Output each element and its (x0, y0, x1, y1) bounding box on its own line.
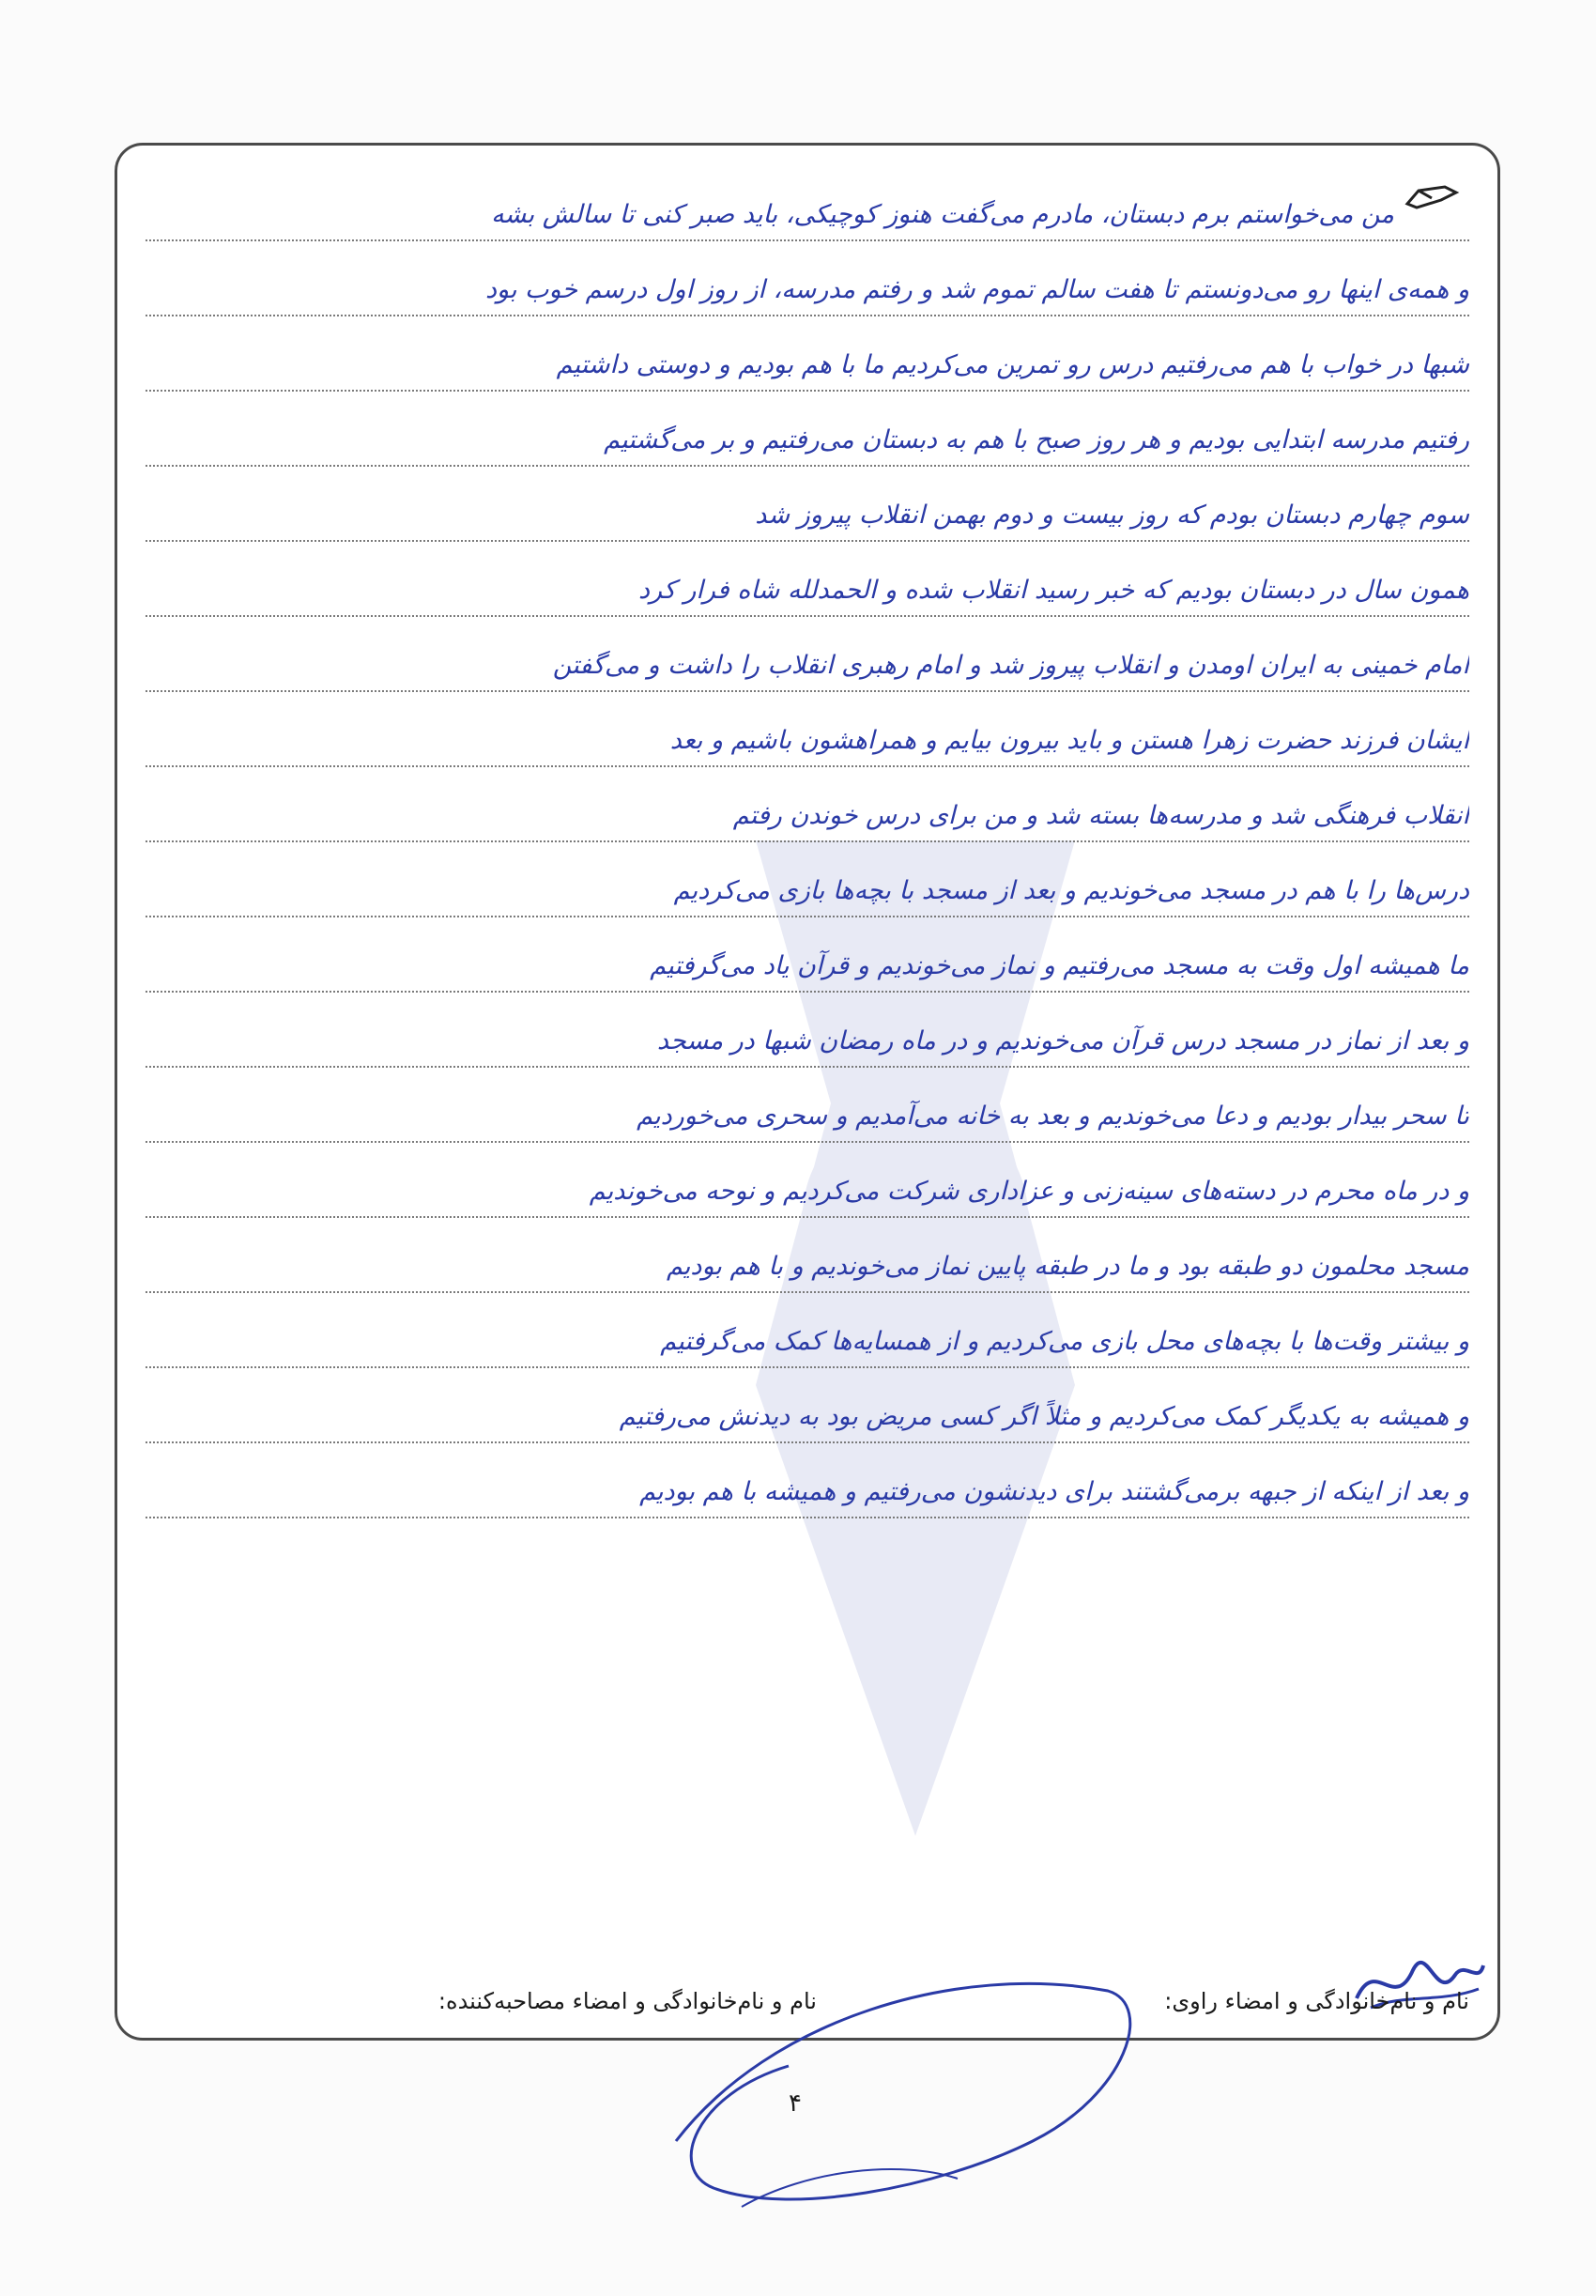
handwritten-text: انقلاب فرهنگی شد و مدرسه‌ها بسته شد و من برای درس خوندن رفتم (732, 801, 1469, 830)
text-line (146, 1366, 1469, 1443)
text-line (146, 1441, 1469, 1518)
interviewer-signature-label: نام و نام‌خانوادگی و امضاء مصاحبه‌کننده: (437, 1988, 817, 2014)
handwritten-text: درس‌ها را با هم در مسجد می‌خوندیم و بعد از مسجد با بچه‌ها بازی می‌کردیم (673, 876, 1469, 905)
text-line (146, 540, 1469, 617)
handwritten-text: و بعد از نماز در مسجد درس قرآن می‌خوندیم و در ماه رمضان شبها در مسجد (656, 1026, 1469, 1056)
handwritten-text: رفتیم مدرسه ابتدایی بودیم و هر روز صبح با هم به دبستان می‌رفتیم و بر می‌گشتیم (604, 425, 1469, 455)
handwritten-text: من می‌خواستم برم دبستان، مادرم می‌گفت هنوز کوچیکی، باید صبر کنی تا سالش بشه (491, 200, 1394, 229)
text-line (146, 840, 1469, 917)
narrator-signature-label: نام و نام‌خانوادگی و امضاء راوی: (1164, 1988, 1469, 2014)
text-line (146, 1216, 1469, 1293)
handwritten-text: تا سحر بیدار بودیم و دعا می‌خوندیم و بعد به خانه می‌آمدیم و سحری می‌خوردیم (637, 1102, 1469, 1131)
text-line (146, 1066, 1469, 1143)
handwritten-text: شبها در خواب با هم می‌رفتیم درس رو تمرین می‌کردیم ما با هم بودیم و دوستی داشتیم (556, 350, 1469, 379)
text-line (146, 315, 1469, 392)
handwritten-text: و در ماه محرم در دسته‌های سینه‌زنی و عزاداری شرکت می‌کردیم و نوحه می‌خوندیم (589, 1177, 1469, 1206)
handwritten-text: ایشان فرزند حضرت زهرا هستن و باید بیرون بیایم و همراهشون باشیم و بعد (669, 726, 1469, 755)
handwritten-text: ما همیشه اول وقت به مسجد می‌رفتیم و نماز می‌خوندیم و قرآن یاد می‌گرفتیم (650, 951, 1469, 980)
text-line (146, 1291, 1469, 1368)
text-line (146, 765, 1469, 842)
handwritten-text: امام خمینی به ایران اومدن و انقلاب پیروز شد و امام رهبری انقلاب را داشت و می‌گفتن (552, 651, 1469, 680)
text-line (146, 1141, 1469, 1218)
page-frame (115, 143, 1500, 2041)
page-number: ۴ (789, 2089, 802, 2118)
handwritten-text: سوم چهارم دبستان بودم که روز بیست و دوم بهمن انقلاب پیروز شد (755, 501, 1469, 530)
handwritten-text: مسجد محلمون دو طبقه بود و ما در طبقه پایین نماز می‌خوندیم و با هم بودیم (666, 1252, 1469, 1281)
handwritten-text: و همه‌ی اینها رو می‌دونستم تا هفت سالم تموم شد و رفتم مدرسه، از روز اول درسم خوب بود (484, 275, 1469, 304)
text-line (146, 465, 1469, 542)
handwritten-text: همون سال در دبستان بودیم که خبر رسید انقلاب شده و الحمدلله شاه فرار کرد (637, 576, 1469, 605)
interviewer-signature (657, 1925, 1145, 2235)
text-line (146, 991, 1469, 1068)
handwritten-text: و بیشتر وقت‌ها با بچه‌های محل بازی می‌کردیم و از همسایه‌ها کمک می‌گرفتیم (660, 1327, 1469, 1356)
text-line (146, 390, 1469, 467)
handwritten-text: و همیشه به یکدیگر کمک می‌کردیم و مثلاً اگر کسی مریض بود به دیدنش می‌رفتیم (619, 1402, 1469, 1431)
text-line (146, 916, 1469, 993)
handwritten-text: و بعد از اینکه از جبهه برمی‌گشتند برای دیدنشون می‌رفتیم و همیشه با هم بودیم (639, 1477, 1469, 1506)
text-line (146, 164, 1469, 241)
text-line (146, 239, 1469, 316)
text-line (146, 615, 1469, 692)
text-line (146, 690, 1469, 767)
